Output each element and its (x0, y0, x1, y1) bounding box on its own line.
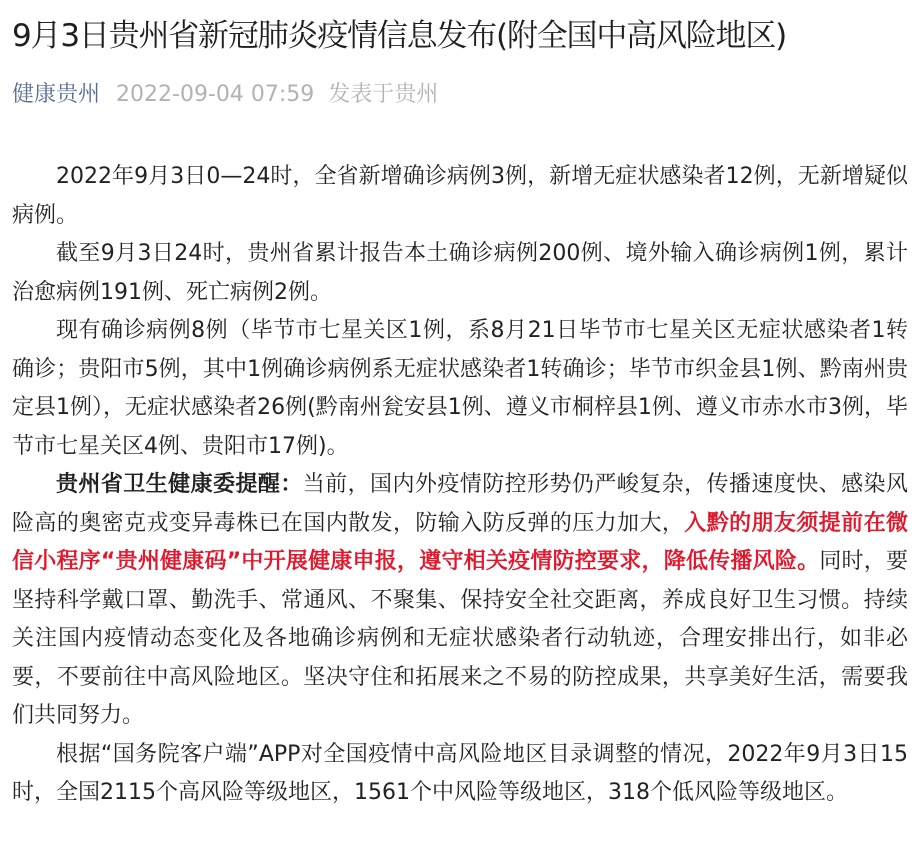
paragraph-cumulative-cases: 截至9月3日24时，贵州省累计报告本土确诊病例200例、境外输入确诊病例1例，累计治愈病例191例、死亡病例2例。 (12, 241, 908, 305)
reminder-highlight: 入黔的朋友须提前在微信小程序“贵州健康码”中开展健康申报，遵守相关疫情防控要求，降低传播风险。 (12, 510, 908, 574)
publish-location: 发表于贵州 (328, 82, 439, 107)
article-body (12, 158, 908, 813)
source-account-link[interactable]: 健康贵州 (12, 82, 101, 107)
article-meta (12, 78, 438, 112)
paragraph-risk-areas: 根据“国务院客户端”APP对全国疫情中高风险地区目录调整的情况，2022年9月3日15时，全国2115个高风险等级地区，1561个中风险等级地区，318个低风险等级地区。 (12, 741, 908, 805)
paragraph-new-cases: 2022年9月3日0—24时，全省新增确诊病例3例，新增无症状感染者12例，无新增疑似病例。 (12, 164, 908, 228)
paragraph-current-cases: 现有确诊病例8例（毕节市七星关区1例，系8月21日毕节市七星关区无症状感染者1转确诊；贵阳市5例，其中1例确诊病例系无症状感染者1转确诊；毕节市织金县1例、黔南州贵定县1例），无症状感染者26例(黔南州瓮安县1例、遵义市桐梓县1例、遵义市赤水市3例，毕节市七星关区4例、贵阳市17例)。 (12, 318, 908, 459)
reminder-text-before: 当前，国内外疫情防控形势仍严峻复杂，传播速度快、感染风险高的奥密克戎变异毒株已在国内散发，防输入防反弹的压力加大， (12, 472, 908, 536)
article-title: 9月3日贵州省新冠肺炎疫情信息发布(附全国中高风险地区) (12, 18, 787, 54)
reminder-lead: 贵州省卫生健康委提醒： (56, 472, 303, 497)
publish-datetime: 2022-09-04 07:59 (116, 82, 315, 107)
reminder-text-after: 同时，要坚持科学戴口罩、勤洗手、常通风、不聚集、保持安全社交距离，养成良好卫生习惯。持续关注国内疫情动态变化及各地确诊病例和无症状感染者行动轨迹，合理安排出行，如非必要，不要前往中高风险地区。坚决守住和拓展来之不易的防控成果，共享美好生活，需要我们共同努力。 (12, 549, 908, 728)
paragraph-health-reminder (12, 466, 908, 736)
